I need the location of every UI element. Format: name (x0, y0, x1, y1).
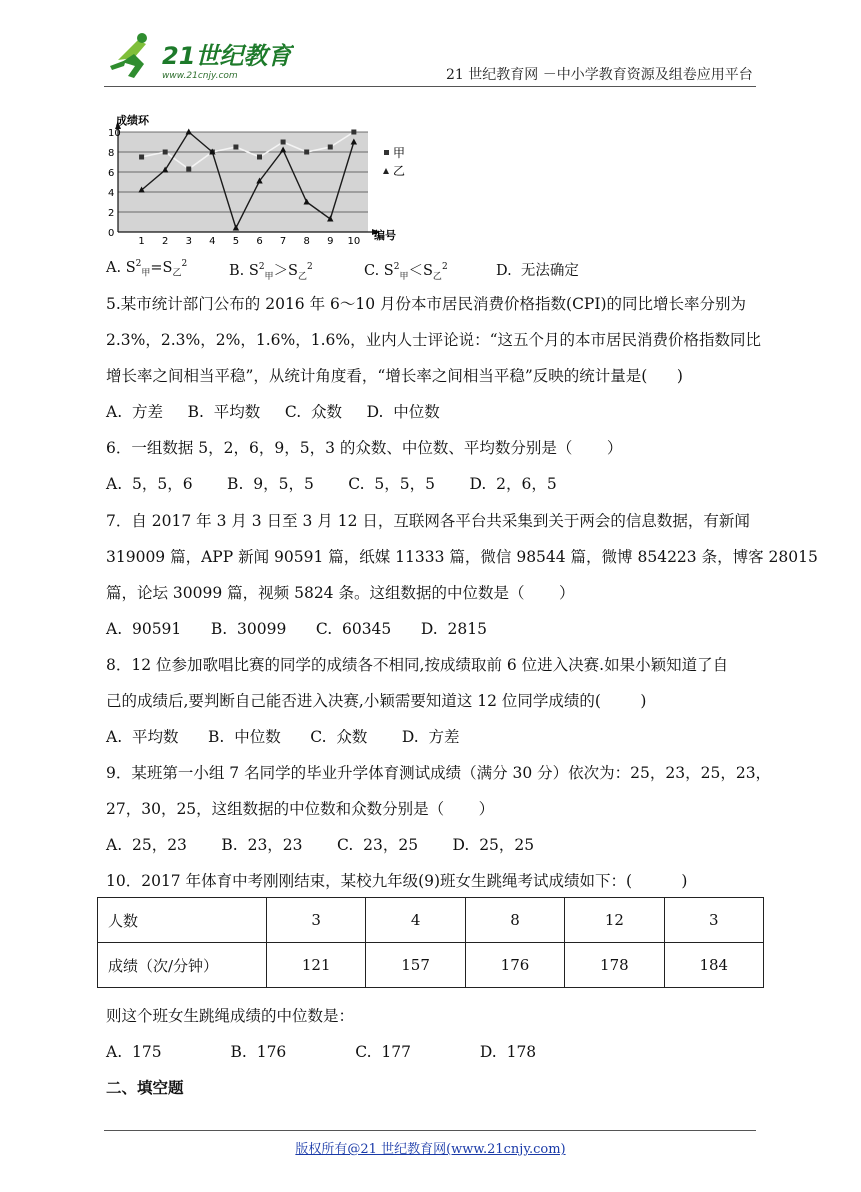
legend-marker-yi (383, 168, 389, 174)
footer-copyright-link[interactable]: 版权所有@21 世纪教育网(www.21cnjy.com) (295, 1142, 566, 1157)
table-cell: 3 (267, 898, 366, 943)
y-tick-label: 8 (108, 148, 115, 159)
footer-divider (104, 1130, 756, 1131)
table-cell: 184 (664, 943, 763, 988)
chart-ylabel: 成绩环 (116, 114, 149, 127)
chart-x-ticks (138, 236, 360, 247)
logo-text: 21世纪教育 (162, 42, 292, 70)
q10-line-1: 10．2017 年体育中考刚刚结束，某校九年级(9)班女生跳绳考试成绩如下：( ) (106, 872, 688, 890)
point-jia (351, 130, 356, 135)
x-tick-label: 3 (185, 236, 192, 247)
table-cell: 成绩（次/分钟） (98, 943, 267, 988)
q6-line-1: 6．一组数据 5，2，6，9，5，3 的众数、中位数、平均数分别是（ ） (106, 439, 623, 457)
q10-score-table (97, 897, 764, 988)
point-jia (139, 155, 144, 160)
x-tick-label: 6 (256, 236, 263, 247)
logo-url: www.21cnjy.com (162, 71, 238, 81)
q5-line-3: 增长率之间相当平稳”，从统计角度看，“增长率之间相当平稳”反映的统计量是( ) (106, 367, 683, 385)
table-cell: 178 (565, 943, 664, 988)
q4-option-a: A. $S^2_甲=S_乙^2$ (106, 259, 188, 279)
q8-line-2: 己的成绩后,要判断自己能否进入决赛,小颖需要知道这 12 位同学成绩的( ) (106, 692, 647, 710)
x-tick-label: 8 (303, 236, 310, 247)
q5-line-1: 5.某市统计部门公布的 2016 年 6～10 月份本市居民消费价格指数(CPI)的同比增长率分别为 (106, 295, 747, 313)
table-cell: 157 (366, 943, 465, 988)
q4-option-c: C. $S^2_甲<S_乙^2$ (364, 262, 448, 282)
site-logo (104, 30, 294, 86)
legend-label-jia: 甲 (393, 146, 406, 160)
point-jia (304, 150, 309, 155)
legend-label-yi: 乙 (393, 164, 406, 178)
table-cell: 4 (366, 898, 465, 943)
q7-line-1: 7．自 2017 年 3 月 3 日至 3 月 12 日，互联网各平台共采集到关于两会的信息数据，有新闻 (106, 512, 750, 530)
y-tick-label: 2 (108, 208, 115, 219)
point-jia (163, 150, 168, 155)
point-jia (257, 155, 262, 160)
legend-marker-jia (384, 150, 389, 155)
x-tick-label: 1 (138, 236, 145, 247)
table-cell: 12 (565, 898, 664, 943)
table-cell: 8 (465, 898, 564, 943)
x-tick-label: 9 (327, 236, 334, 247)
q8-line-1: 8．12 位参加歌唱比赛的同学的成绩各不相同,按成绩取前 6 位进入决赛.如果小颖知道了自 (106, 656, 729, 674)
q10-options: A. 175 B. 176 C. 177 D. 178 (106, 1043, 537, 1061)
table-cell: 3 (664, 898, 763, 943)
table-cell: 121 (267, 943, 366, 988)
q7-line-3: 篇，论坛 30099 篇，视频 5824 条。这组数据的中位数是（ ） (106, 584, 575, 602)
q8-options: A. 平均数 B. 中位数 C. 众数 D. 方差 (106, 728, 460, 746)
header-site-text: 21 世纪教育网 －中小学教育资源及组卷应用平台 (446, 67, 753, 83)
q4-option-d: D. 无法确定 (496, 263, 579, 279)
x-tick-label: 4 (209, 236, 216, 247)
point-jia (328, 145, 333, 150)
point-jia (281, 140, 286, 145)
point-jia (186, 167, 191, 172)
section-title: 二、填空题 (106, 1079, 184, 1097)
q7-options: A. 90591 B. 30099 C. 60345 D. 2815 (106, 620, 487, 638)
y-tick-label: 0 (108, 228, 115, 239)
q10-after-text: 则这个班女生跳绳成绩的中位数是： (106, 1007, 355, 1025)
y-tick-label: 4 (108, 188, 115, 199)
point-jia (233, 145, 238, 150)
table-row (98, 943, 764, 988)
q5-line-2: 2.3%，2.3%，2%，1.6%，1.6%，业内人士评论说：“这五个月的本市居民消费价格指数同比 (106, 331, 762, 349)
x-tick-label: 5 (232, 236, 240, 247)
score-line-chart (104, 112, 414, 250)
table-row (98, 898, 764, 943)
x-tick-label: 2 (161, 236, 169, 247)
header-divider (104, 86, 756, 87)
chart-legend (383, 146, 405, 178)
y-tick-label: 6 (108, 168, 115, 179)
y-tick-label: 10 (108, 128, 121, 139)
q9-line-1: 9．某班第一小组 7 名同学的毕业升学体育测试成绩（满分 30 分）依次为：25，23，25，23， (106, 764, 772, 782)
chart-xlabel: 编号 (374, 229, 396, 242)
q5-options: A. 方差 B. 平均数 C. 众数 D. 中位数 (106, 403, 440, 421)
x-tick-label: 10 (347, 236, 361, 247)
q7-line-2: 319009 篇，APP 新闻 90591 篇，纸媒 11333 篇，微信 98544 篇，微博 854223 条，博客 28015 (106, 548, 818, 566)
point-yi (186, 129, 192, 135)
x-tick-label: 7 (279, 236, 287, 247)
table-cell: 176 (465, 943, 564, 988)
q6-options: A. 5，5，6 B. 9，5，5 C. 5，5，5 D. 2，6，5 (106, 475, 557, 493)
table-cell: 人数 (98, 898, 267, 943)
q9-options: A. 25，23 B. 23，23 C. 23，25 D. 25，25 (106, 836, 535, 854)
q9-line-2: 27，30，25，这组数据的中位数和众数分别是（ ） (106, 800, 495, 818)
q4-option-b: B. $S^2_甲>S_乙^2$ (229, 262, 313, 282)
